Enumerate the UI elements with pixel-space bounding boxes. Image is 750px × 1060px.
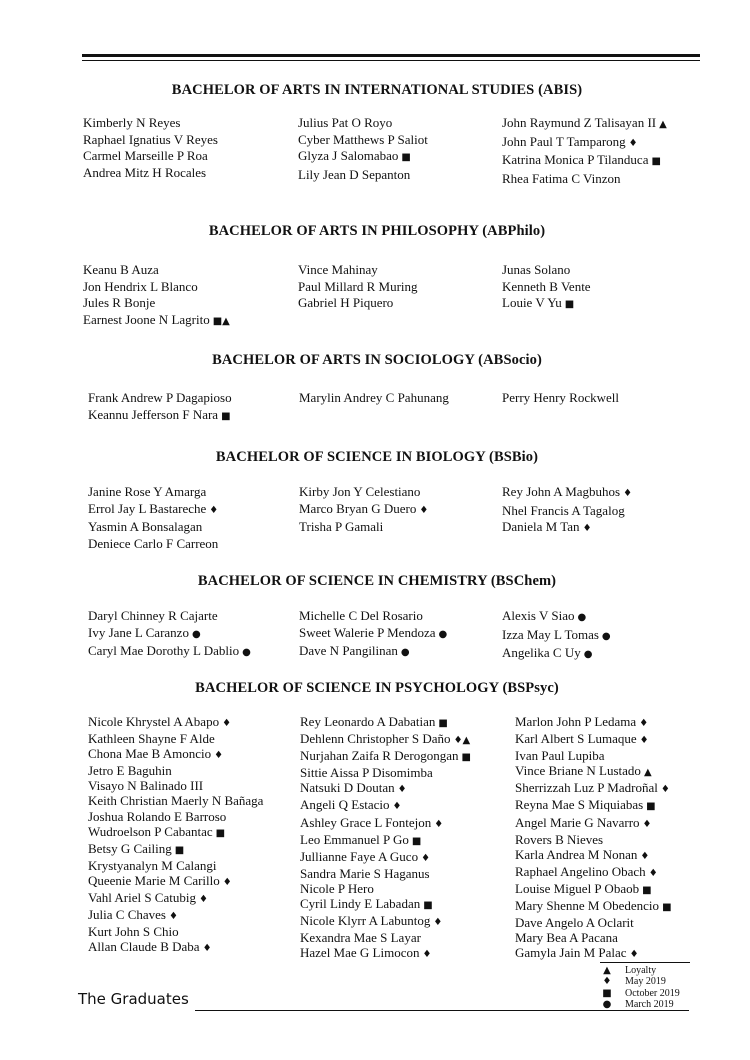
circle-icon: ● bbox=[602, 999, 612, 1011]
list-item bbox=[83, 279, 230, 296]
graduate-name: Rey Leonardo A Dabatian bbox=[300, 714, 436, 729]
list-item bbox=[300, 945, 471, 962]
graduate-name: Angeli Q Estacio bbox=[300, 797, 390, 813]
graduate-name: Gabriel H Piquero bbox=[298, 295, 394, 311]
graduate-name: Lily Jean D Sepanton bbox=[298, 167, 411, 183]
graduate-name: Julius Pat O Royo bbox=[298, 115, 393, 130]
diamond-icon: ♦ bbox=[169, 911, 178, 923]
graduate-name: Izza May L Tomas bbox=[502, 626, 599, 642]
name-column-bschem-2 bbox=[299, 608, 447, 662]
graduate-name: Kirby Jon Y Celestiano bbox=[299, 484, 421, 499]
diamond-icon: ♦ bbox=[639, 718, 649, 729]
name-column-abphilo-1 bbox=[83, 262, 230, 331]
list-item bbox=[88, 890, 263, 907]
list-item bbox=[502, 503, 632, 520]
graduate-name: Allan Claude B Daba bbox=[88, 939, 200, 955]
list-item bbox=[300, 866, 471, 881]
list-item bbox=[300, 832, 471, 849]
list-item bbox=[88, 858, 263, 873]
graduate-name: Vince Mahinay bbox=[298, 262, 378, 277]
graduate-name: John Paul T Tamparong bbox=[502, 133, 626, 149]
list-item bbox=[502, 390, 619, 407]
list-item bbox=[300, 896, 471, 913]
list-item bbox=[515, 881, 672, 898]
graduate-name: Jules R Bonje bbox=[83, 295, 156, 311]
graduate-name: Katrina Monica P Tilanduca bbox=[502, 152, 649, 168]
diamond-icon: ♦ bbox=[639, 735, 649, 747]
list-item bbox=[300, 748, 471, 765]
graduate-name: Ivy Jane L Caranzo bbox=[88, 624, 189, 640]
list-item bbox=[502, 171, 667, 188]
top-rule-thin bbox=[82, 60, 700, 61]
graduate-name: Natsuki D Doutan bbox=[300, 780, 395, 796]
graduate-name: Yasmin A Bonsalagan bbox=[88, 519, 203, 535]
graduate-name: Sandra Marie S Haganus bbox=[300, 865, 430, 881]
list-item bbox=[502, 262, 591, 279]
list-item bbox=[88, 714, 263, 731]
list-item bbox=[502, 645, 611, 664]
list-item bbox=[515, 864, 672, 881]
list-item bbox=[515, 915, 672, 930]
list-item bbox=[502, 484, 632, 503]
list-item bbox=[298, 279, 418, 296]
graduate-name: Louise Miguel P Obaob bbox=[515, 880, 640, 896]
list-item bbox=[300, 881, 471, 896]
list-item bbox=[300, 797, 471, 814]
graduate-name: Queenie Marie M Carillo bbox=[88, 872, 220, 888]
diamond-icon: ♦ bbox=[419, 504, 429, 516]
square-icon: ■ bbox=[564, 299, 575, 311]
graduate-name: Rovers B Nieves bbox=[515, 831, 604, 847]
name-column-abphilo-3 bbox=[502, 262, 591, 314]
list-item bbox=[88, 501, 218, 520]
list-item bbox=[88, 841, 263, 858]
graduate-name: Nurjahan Zaifa R Derogongan bbox=[300, 748, 459, 764]
name-column-abis-1 bbox=[83, 115, 218, 182]
graduate-name: Gamyla Jain M Palac bbox=[515, 945, 627, 961]
list-item bbox=[515, 815, 672, 832]
graduate-name: Cyril Lindy E Labadan bbox=[300, 896, 421, 912]
graduate-name: Dave Angelo A Oclarit bbox=[515, 915, 634, 931]
graduate-name: Wudroelson P Cabantac bbox=[88, 823, 213, 839]
name-column-abis-2 bbox=[298, 115, 428, 184]
graduate-name: Marco Bryan G Duero bbox=[299, 500, 417, 516]
graduate-name: Junas Solano bbox=[502, 262, 571, 277]
diamond-icon: ♦ bbox=[623, 488, 633, 499]
graduate-name: Deniece Carlo F Carreon bbox=[88, 536, 219, 552]
graduate-name: Marlon John P Ledama bbox=[515, 714, 637, 729]
graduate-name: Dave N Pangilinan bbox=[299, 643, 398, 659]
section-title-absocio: BACHELOR OF ARTS IN SOCIOLOGY (ABSocio) bbox=[212, 352, 542, 368]
legend-item-loyalty bbox=[600, 965, 690, 976]
square-icon: ■ bbox=[662, 902, 672, 914]
graduate-name: Michelle C Del Rosario bbox=[299, 608, 423, 623]
square-icon: ■ bbox=[438, 718, 448, 729]
list-item bbox=[88, 746, 263, 763]
graduate-name: Errol Jay L Bastareche bbox=[88, 500, 207, 516]
graduate-name: Earnest Joone N Lagrito bbox=[83, 312, 210, 328]
section-title-abis: BACHELOR OF ARTS IN INTERNATIONAL STUDIES (ABIS) bbox=[171, 82, 583, 98]
circle-icon: ● bbox=[400, 647, 410, 659]
graduate-name: Vahl Ariel S Catubig bbox=[88, 890, 196, 906]
list-item bbox=[300, 815, 471, 832]
graduate-name: Mary Bea A Pacana bbox=[515, 930, 618, 946]
list-item bbox=[515, 731, 672, 748]
list-item bbox=[502, 627, 611, 646]
list-item bbox=[515, 898, 672, 915]
list-item bbox=[83, 132, 218, 149]
section-title-abphilo: BACHELOR OF ARTS IN PHILOSOPHY (ABPhilo) bbox=[208, 223, 546, 239]
graduate-name: Jullianne Faye A Guco bbox=[300, 848, 419, 864]
graduate-name: Joshua Rolando E Barroso bbox=[88, 808, 227, 824]
diamond-icon: ♦ bbox=[202, 943, 212, 955]
graduate-name: Raphael Ignatius V Reyes bbox=[83, 131, 218, 147]
list-item bbox=[88, 939, 263, 956]
diamond-icon: ♦ bbox=[433, 917, 443, 929]
list-item bbox=[515, 763, 672, 780]
graduate-name: Louie V Yu bbox=[502, 295, 562, 311]
list-item bbox=[88, 809, 263, 824]
list-item bbox=[88, 608, 251, 625]
circle-icon: ● bbox=[242, 647, 251, 659]
graduate-name: Kenneth B Vente bbox=[502, 278, 591, 294]
graduate-name: Dehlenn Christopher S Daño bbox=[300, 731, 451, 747]
name-column-bspsyc-1 bbox=[88, 714, 263, 956]
list-item bbox=[83, 115, 218, 132]
list-item bbox=[515, 847, 672, 864]
graduate-name: Keanu B Auza bbox=[83, 262, 159, 277]
list-item bbox=[298, 148, 428, 167]
list-item bbox=[502, 115, 667, 134]
list-item bbox=[88, 873, 263, 890]
graduate-name: Ashley Grace L Fontejon bbox=[300, 814, 432, 830]
list-item bbox=[300, 780, 471, 797]
list-item bbox=[88, 484, 218, 501]
list-item bbox=[502, 134, 667, 153]
square-icon: ■ bbox=[602, 987, 612, 999]
list-item bbox=[88, 793, 263, 808]
list-item bbox=[299, 625, 447, 644]
square-icon: ■ bbox=[401, 152, 411, 164]
graduate-name: Nhel Francis A Tagalog bbox=[502, 502, 625, 518]
diamond-icon: ♦ bbox=[198, 894, 208, 906]
circle-icon: ● bbox=[438, 628, 448, 640]
graduate-name: Vince Briane N Lustado bbox=[515, 763, 641, 779]
triangle-icon: ▲ bbox=[643, 767, 652, 779]
graduate-name: Kexandra Mae S Layar bbox=[300, 930, 421, 946]
name-column-bsbio-3 bbox=[502, 484, 632, 538]
graduate-name: Perry Henry Rockwell bbox=[502, 390, 619, 405]
graduate-name: Jon Hendrix L Blanco bbox=[83, 278, 198, 294]
name-column-abis-3 bbox=[502, 115, 667, 188]
list-item bbox=[300, 765, 471, 780]
diamond-icon: ♦ bbox=[628, 137, 638, 149]
top-rule-thick bbox=[82, 54, 700, 57]
circle-icon: ● bbox=[577, 612, 587, 623]
list-item bbox=[300, 930, 471, 945]
diamond-icon: ♦ bbox=[434, 818, 444, 830]
circle-icon: ● bbox=[583, 649, 593, 661]
legend-label: May 2019 bbox=[625, 976, 666, 988]
graduate-name: Kimberly N Reyes bbox=[83, 115, 181, 130]
graduate-name: Sherrizzah Luz P Madroñal bbox=[515, 780, 658, 796]
list-item bbox=[502, 608, 611, 627]
legend-item-october-2019 bbox=[600, 988, 690, 999]
name-column-bspsyc-2 bbox=[300, 714, 471, 962]
list-item bbox=[83, 148, 218, 165]
circle-icon: ● bbox=[601, 630, 611, 642]
graduate-name: Ivan Paul Lupiba bbox=[515, 748, 605, 764]
list-item bbox=[515, 797, 672, 814]
graduate-name: Daniela M Tan bbox=[502, 519, 580, 535]
graduate-name: Jetro E Baguhin bbox=[88, 763, 172, 779]
graduate-name: Sittie Aissa P Disomimba bbox=[300, 765, 433, 781]
list-item bbox=[83, 165, 218, 182]
section-title-bspsyc: BACHELOR OF SCIENCE IN PSYCHOLOGY (BSPsyc) bbox=[195, 680, 559, 696]
graduate-name: Krystyanalyn M Calangi bbox=[88, 857, 217, 873]
list-item bbox=[88, 763, 263, 778]
graduate-name: Raphael Angelino Obach bbox=[515, 863, 646, 879]
graduate-name: Carmel Marseille P Roa bbox=[83, 148, 208, 164]
name-column-abphilo-2 bbox=[298, 262, 418, 312]
list-item bbox=[502, 519, 632, 538]
list-item bbox=[83, 312, 230, 331]
diamond-icon: ♦ bbox=[392, 801, 402, 813]
legend-label: Loyalty bbox=[625, 965, 657, 977]
graduate-name: Angelika C Uy bbox=[502, 645, 581, 661]
graduate-name: Chona Mae B Amoncio bbox=[88, 746, 212, 762]
diamond-icon: ♦ bbox=[422, 949, 432, 961]
diamond-icon: ♦ bbox=[209, 504, 219, 516]
list-item bbox=[88, 731, 263, 746]
diamond-icon: ♦ bbox=[629, 949, 639, 961]
diamond-icon: ♦ bbox=[660, 784, 670, 796]
diamond-icon: ♦ bbox=[222, 876, 232, 888]
name-column-absocio-1 bbox=[88, 390, 232, 425]
graduate-name: Julia C Chaves bbox=[88, 907, 166, 923]
square-icon: ■ bbox=[411, 835, 422, 847]
list-item bbox=[502, 295, 591, 314]
graduate-name: Frank Andrew P Dagapioso bbox=[88, 390, 232, 405]
graduate-name: Cyber Matthews P Saliot bbox=[298, 131, 428, 147]
square-icon: ■ bbox=[174, 844, 185, 856]
legend-label: March 2019 bbox=[625, 999, 674, 1011]
list-item bbox=[502, 279, 591, 296]
square-icon: ■ bbox=[221, 410, 231, 422]
name-column-bschem-3 bbox=[502, 608, 611, 664]
graduate-name: Andrea Mitz H Rocales bbox=[83, 165, 207, 181]
diamond-icon: ♦ bbox=[222, 718, 232, 729]
square-icon: ■ bbox=[461, 752, 471, 764]
legend-label: October 2019 bbox=[625, 987, 680, 999]
list-item bbox=[88, 390, 232, 407]
diamond-icon: ♦▲ bbox=[453, 735, 471, 747]
graduate-name: Hazel Mae G Limocon bbox=[300, 945, 420, 961]
legend bbox=[600, 962, 690, 1010]
list-item bbox=[298, 132, 428, 149]
diamond-icon: ♦ bbox=[421, 852, 431, 864]
list-item bbox=[299, 501, 428, 520]
list-item bbox=[515, 780, 672, 797]
legend-item-march-2019 bbox=[600, 999, 690, 1010]
diamond-icon: ♦ bbox=[214, 750, 224, 762]
name-column-bspsyc-3 bbox=[515, 714, 672, 962]
list-item bbox=[83, 295, 230, 312]
graduate-name: Betsy G Cailing bbox=[88, 840, 172, 856]
list-item bbox=[88, 536, 218, 553]
list-item bbox=[299, 643, 447, 662]
list-item bbox=[300, 731, 471, 748]
graduate-name: Mary Shenne M Obedencio bbox=[515, 898, 660, 914]
list-item bbox=[88, 824, 263, 841]
graduate-name: Sweet Walerie P Mendoza bbox=[299, 624, 436, 640]
list-item bbox=[298, 167, 428, 184]
graduate-name: Janine Rose Y Amarga bbox=[88, 484, 207, 499]
name-column-bschem-1 bbox=[88, 608, 251, 662]
graduate-name: Nicole Klyrr A Labuntog bbox=[300, 913, 431, 929]
list-item bbox=[515, 930, 672, 945]
graduate-name: Caryl Mae Dorothy L Dablio bbox=[88, 643, 240, 659]
square-icon: ■ bbox=[423, 900, 433, 912]
list-item bbox=[299, 390, 449, 407]
square-icon: ■ bbox=[642, 884, 652, 896]
section-title-bschem: BACHELOR OF SCIENCE IN CHEMISTRY (BSChem) bbox=[197, 573, 557, 589]
graduate-name: Keannu Jefferson F Nara bbox=[88, 406, 219, 422]
triangle-icon: ▲ bbox=[603, 965, 611, 977]
diamond-icon: ♦ bbox=[642, 818, 652, 830]
list-item bbox=[299, 519, 428, 536]
square-icon: ■ bbox=[215, 827, 226, 839]
graduate-name: Rey John A Magbuhos bbox=[502, 484, 621, 499]
graduate-name: Nicole Khrystel A Abapo bbox=[88, 714, 220, 729]
graduate-name: Nicole P Hero bbox=[300, 880, 374, 896]
graduate-name: Karla Andrea M Nonan bbox=[515, 846, 638, 862]
graduate-name: Alexis V Siao bbox=[502, 608, 575, 623]
list-item bbox=[515, 945, 672, 962]
graduate-name: Kurt John S Chio bbox=[88, 924, 179, 940]
list-item bbox=[299, 608, 447, 625]
list-item bbox=[88, 519, 218, 536]
diamond-icon: ♦ bbox=[397, 784, 407, 796]
graduate-name: John Raymund Z Talisayan II bbox=[502, 115, 657, 130]
graduate-name: Marylin Andrey C Pahunang bbox=[299, 390, 449, 405]
list-item bbox=[300, 849, 471, 866]
list-item bbox=[300, 714, 471, 731]
list-item bbox=[515, 832, 672, 847]
graduate-name: Reyna Mae S Miquiabas bbox=[515, 797, 644, 813]
list-item bbox=[88, 625, 251, 644]
legend-item-may-2019 bbox=[600, 976, 690, 987]
list-item bbox=[88, 643, 251, 662]
name-column-bsbio-2 bbox=[299, 484, 428, 536]
diamond-icon: ♦ bbox=[640, 850, 650, 862]
footer-title: The Graduates bbox=[78, 990, 189, 1008]
square-icon: ■ bbox=[646, 801, 656, 813]
diamond-icon: ♦ bbox=[648, 867, 658, 879]
list-item bbox=[515, 714, 672, 731]
list-item bbox=[298, 262, 418, 279]
graduate-name: Karl Albert S Lumaque bbox=[515, 731, 637, 747]
graduate-name: Rhea Fatima C Vinzon bbox=[502, 171, 621, 187]
name-column-absocio-3 bbox=[502, 390, 619, 407]
graduate-name: Leo Emmanuel P Go bbox=[300, 831, 409, 847]
diamond-icon: ♦ bbox=[602, 976, 612, 988]
graduate-name: Kathleen Shayne F Alde bbox=[88, 731, 215, 747]
square-icon: ■ bbox=[651, 156, 661, 168]
section-title-bsbio: BACHELOR OF SCIENCE IN BIOLOGY (BSBio) bbox=[215, 449, 539, 465]
square-icon: ■▲ bbox=[212, 316, 230, 328]
graduate-name: Glyza J Salomabao bbox=[298, 148, 399, 164]
list-item bbox=[88, 407, 232, 426]
list-item bbox=[88, 907, 263, 924]
list-item bbox=[88, 778, 263, 793]
list-item bbox=[88, 924, 263, 939]
list-item bbox=[298, 115, 428, 132]
list-item bbox=[299, 484, 428, 501]
list-item bbox=[298, 295, 418, 312]
name-column-absocio-2 bbox=[299, 390, 449, 407]
graduate-name: Daryl Chinney R Cajarte bbox=[88, 608, 218, 623]
list-item bbox=[300, 913, 471, 930]
diamond-icon: ♦ bbox=[582, 523, 592, 535]
graduate-name: Keith Christian Maerly N Bañaga bbox=[88, 793, 264, 809]
triangle-icon: ▲ bbox=[659, 119, 667, 130]
list-item bbox=[515, 748, 672, 763]
circle-icon: ● bbox=[191, 628, 201, 640]
list-item bbox=[83, 262, 230, 279]
list-item bbox=[502, 152, 667, 171]
graduate-name: Angel Marie G Navarro bbox=[515, 814, 640, 830]
name-column-bsbio-1 bbox=[88, 484, 218, 553]
graduate-name: Trisha P Gamali bbox=[299, 519, 384, 535]
graduate-name: Paul Millard R Muring bbox=[298, 278, 418, 294]
graduate-name: Visayo N Balinado III bbox=[88, 778, 204, 794]
